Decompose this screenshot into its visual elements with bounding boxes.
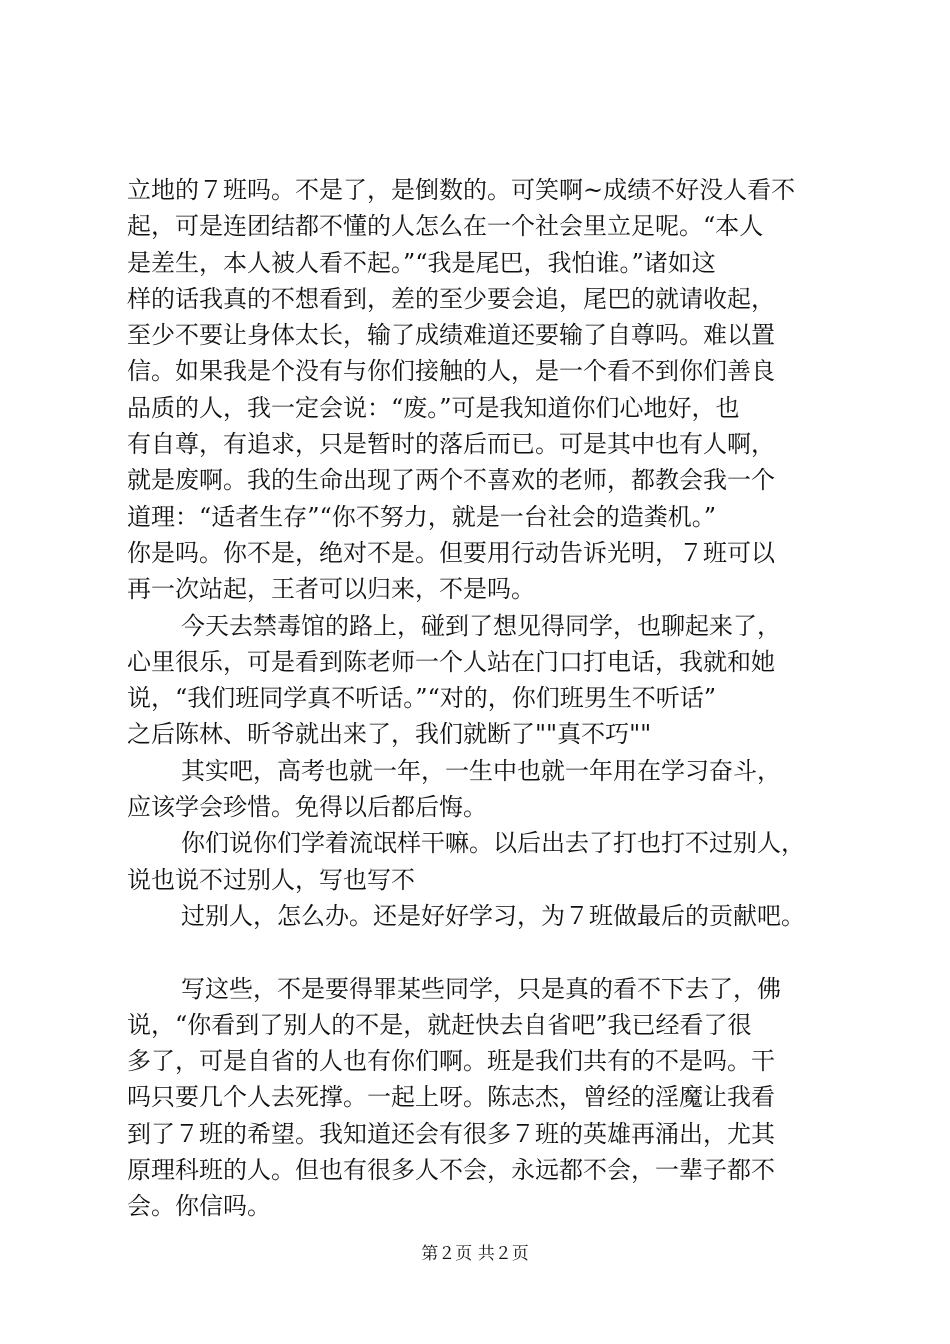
- text-line: 心里很乐，可是看到陈老师一个人站在门口打电话，我就和她: [127, 647, 775, 676]
- text-line: 今天去禁毒馆的路上，碰到了想见得同学，也聊起来了，: [181, 611, 781, 640]
- text-line: 信。如果我是个没有与你们接触的人，是一个看不到你们善良: [127, 357, 775, 386]
- text-line: 起，可是连团结都不懂的人怎么在一个社会里立足呢。“本人: [127, 212, 764, 241]
- text-line: 说也说不过别人，写也写不: [127, 865, 415, 894]
- text-line: 到了７班的希望。我知道还会有很多７班的英雄再涌出，尤其: [127, 1119, 775, 1148]
- text-line: 道理：“适者生存”“你不努力，就是一台社会的造粪机。”: [127, 502, 717, 531]
- paragraph: [127, 172, 837, 608]
- text-line: 品质的人，我一定会说：“废。”可是我知道你们心地好，也: [127, 393, 740, 422]
- paragraph-spacer: [127, 934, 837, 970]
- text-line: 就是废啊。我的生命出现了两个不喜欢的老师，都教会我一个: [127, 466, 775, 495]
- text-line: 应该学会珍惜。免得以后都后悔。: [127, 793, 487, 822]
- page-footer: 第２页 共２页: [421, 1244, 529, 1264]
- text-line: 说，“你看到了别人的不是，就赶快去自省吧”我已经看了很: [127, 1010, 752, 1039]
- text-line: 你是吗。你不是，绝对不是。但要用行动告诉光明，７班可以: [127, 538, 775, 567]
- paragraph: [127, 825, 837, 898]
- text-line: 样的话我真的不想看到，差的至少要会追，尾巴的就请收起，: [127, 284, 775, 313]
- text-line: 之后陈林、昕爷就出来了，我们就断了""真不巧"": [127, 720, 652, 749]
- text-line: 至少不要让身体太长，输了成绩难道还要输了自尊吗。难以置: [127, 321, 775, 350]
- text-line: 有自尊，有追求，只是暂时的落后而已。可是其中也有人啊，: [127, 430, 775, 459]
- text-line: 写这些，不是要得罪某些同学，只是真的看不下去了，佛: [181, 974, 781, 1003]
- text-line: 其实吧，高考也就一年，一生中也就一年用在学习奋斗，: [181, 756, 781, 785]
- text-line: 再一次站起，王者可以归来，不是吗。: [127, 575, 535, 604]
- paragraph: [127, 608, 837, 753]
- text-line: 吗只要几个人去死撑。一起上呀。陈志杰，曾经的淫魔让我看: [127, 1083, 775, 1112]
- text-line: 原理科班的人。但也有很多人不会，永远都不会，一辈子都不: [127, 1156, 775, 1185]
- text-line: 是差生，本人被人看不起。”“我是尾巴，我怕谁。”诸如这: [127, 248, 716, 277]
- text-line: 会。你信吗。: [127, 1192, 271, 1221]
- text-line: 说，“我们班同学真不听话。”“对的，你们班男生不听话”: [127, 684, 717, 713]
- text-line: 多了，可是自省的人也有你们啊。班是我们共有的不是吗。干: [127, 1047, 775, 1076]
- text-line: 过别人，怎么办。还是好好学习，为７班做最后的贡献吧。: [181, 901, 805, 930]
- text-line: 立地的７班吗。不是了，是倒数的。可笑啊~成绩不好没人看不: [127, 176, 796, 204]
- paragraph: [127, 971, 837, 1225]
- paragraph: [127, 898, 837, 934]
- document-body: [127, 172, 837, 1225]
- paragraph: [127, 753, 837, 826]
- text-line: 你们说你们学着流氓样干嘛。以后出去了打也打不过别人，: [181, 829, 805, 858]
